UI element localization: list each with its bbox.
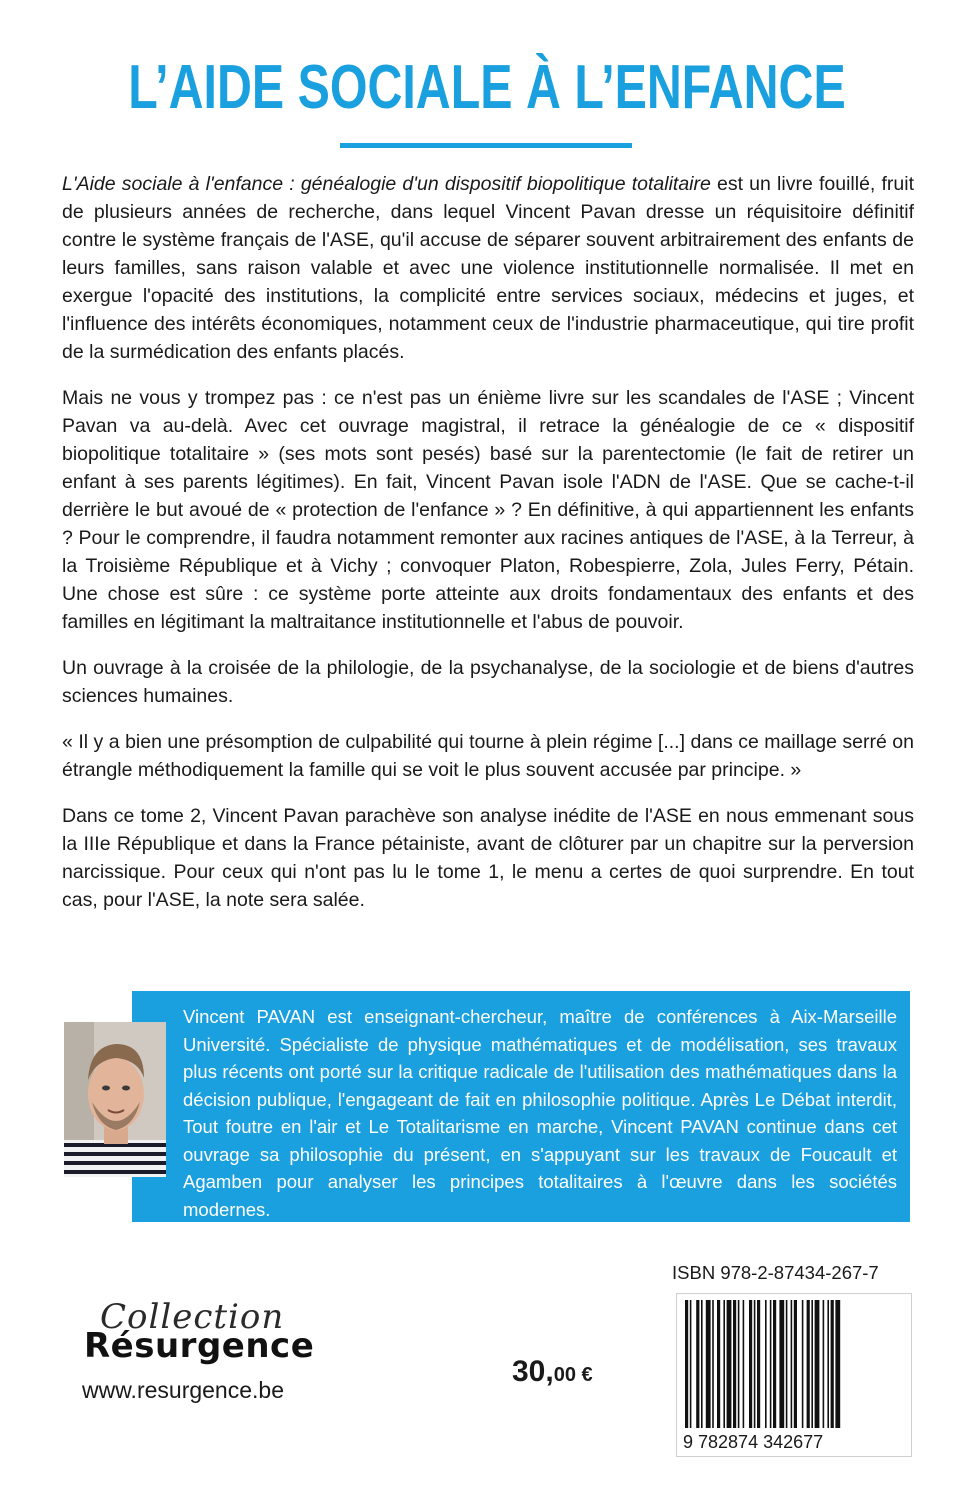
paragraph-1: [62, 170, 914, 366]
barcode: [676, 1293, 912, 1457]
back-cover-description: [62, 170, 914, 932]
barcode-bar: [749, 1300, 752, 1428]
barcode-bar: [811, 1300, 813, 1428]
book-title: L’AIDE SOCIALE À L’ENFANCE: [128, 53, 846, 122]
barcode-bar: [712, 1300, 714, 1428]
book-full-title-italic: L'Aide sociale à l'enfance : généalogie d'un dispositif biopolitique totalitaire: [62, 173, 711, 195]
paragraph-2: Mais ne vous y trompez pas : ce n'est pas un énième livre sur les scandales de l'ASE ; Vincent Pavan va au-delà. Avec cet ouvrage magistral, il retrace la généalogie de ce « dispositif biopolitique totalitaire » (ses mots sont pesés) basé sur la parentectomie (le fait de retirer un enfant à ses parents légitimes). En fait, Vincent Pavan isole l'ADN de l'ASE. Que se cache-t-il derrière le but avoué de « protection de l'enfance » ? En définitive, à qui appartiennent les enfants ? Pour le comprendre, il faudra notamment remonter aux racines antiques de l'ASE, à la Terreur, à la Troisième République et à Vichy ; convoquer Platon, Robespierre, Zola, Jules Ferry, Pétain. Une chose est sûre : ce système porte atteinte aux droits fondamentaux des enfants et des familles en légitimant la maltraitance institutionnelle et l'abus de pouvoir.: [62, 387, 914, 633]
barcode-bar: [701, 1300, 703, 1428]
barcode-bar: [738, 1300, 740, 1428]
barcode-bar: [733, 1300, 736, 1428]
barcode-bar: [723, 1300, 725, 1428]
isbn-label: ISBN 978-2-87434-267-7: [672, 1262, 879, 1283]
price: [512, 1355, 593, 1389]
barcode-bar: [831, 1300, 834, 1428]
price-decimals: 00 €: [553, 1364, 593, 1386]
barcode-bar: [685, 1300, 688, 1428]
barcode-bar: [786, 1300, 788, 1428]
barcode-bar: [717, 1300, 720, 1428]
barcode-bar: [823, 1300, 825, 1428]
barcode-bar: [757, 1300, 760, 1428]
barcode-bar: [765, 1300, 767, 1428]
barcode-bar: [791, 1300, 793, 1428]
barcode-bar: [779, 1300, 784, 1428]
paragraph-5: Dans ce tome 2, Vincent Pavan parachève son analyse inédite de l'ASE en nous emmenant sous la IIIe République et dans la France pétainiste, avant de clôturer par un chapitre sur la perversion narcissique. Pour ceux qui n'ont pas lu le tome 1, le menu a certes de quoi surprendre. En tout cas, pour l'ASE, la note sera salée.: [62, 805, 914, 911]
collection-logo-name: Résurgence: [84, 1326, 315, 1366]
barcode-bar: [807, 1300, 810, 1428]
barcode-bar: [835, 1300, 840, 1428]
barcode-bar: [802, 1300, 804, 1428]
barcode-bar: [743, 1300, 745, 1428]
publisher-website: www.resurgence.be: [82, 1377, 284, 1403]
author-photo: [64, 1022, 166, 1177]
barcode-bar: [696, 1300, 699, 1428]
quote-paragraph: « Il y a bien une présomption de culpabilité qui tourne à plein régime [...] dans ce maillage serré on étrangle méthodiquement la famille qui se voit le plus souvent accusée par principe. »: [62, 731, 914, 781]
title-underline: [340, 143, 632, 148]
barcode-bar: [690, 1300, 692, 1428]
barcode-bar: [727, 1300, 732, 1428]
barcode-bar: [815, 1300, 820, 1428]
barcode-bar: [754, 1300, 756, 1428]
barcode-bar: [770, 1300, 772, 1428]
paragraph-3: Un ouvrage à la croisée de la philologie, de la psychanalyse, de la sociologie et de biens d'autres sciences humaines.: [62, 657, 914, 707]
collection-script-label: Collection: [100, 1297, 285, 1337]
price-main: 30,: [512, 1355, 554, 1388]
barcode-bar: [773, 1300, 776, 1428]
paragraph-1-text: est un livre fouillé, fruit de plusieurs années de recherche, dans lequel Vincent Pavan dresse un réquisitoire définitif contre le système français de l'ASE, qu'il accuse de séparer souvent arbitrairement des enfants de leurs familles, sans raison valable et avec une violence institutionnelle normalisée. Il met en exergue l'opacité des institutions, la complicité entre services sociaux, médecins et juges, et l'influence des intérêts économiques, notamment ceux de l'industrie pharmaceutique, qui tire profit de la surmédication des enfants placés.: [62, 173, 915, 363]
barcode-bar: [706, 1300, 711, 1428]
barcode-bar: [794, 1300, 797, 1428]
barcode-bar: [827, 1300, 829, 1428]
author-bio-text: Vincent PAVAN est enseignant-chercheur, maître de conférences à Aix-Marseille Université. Spécialiste de physique mathématiques et de modélisation, ses travaux plus récents ont porté sur la critique radicale de l'utilisation des mathématiques dans la décision publique, l'engageant de fait en philosophie politique. Après Le Débat interdit, Tout foutre en l'air et Le Totalitarisme en marche, Vincent PAVAN continue dans cet ouvrage sa philosophie du présent, en s'appuyant sur les travaux de Foucault et Agamben pour analyser les principes totalitaires à l'œuvre dans les sociétés modernes.: [183, 1006, 897, 1220]
barcode-digits: 9 782874 342677: [683, 1432, 824, 1452]
